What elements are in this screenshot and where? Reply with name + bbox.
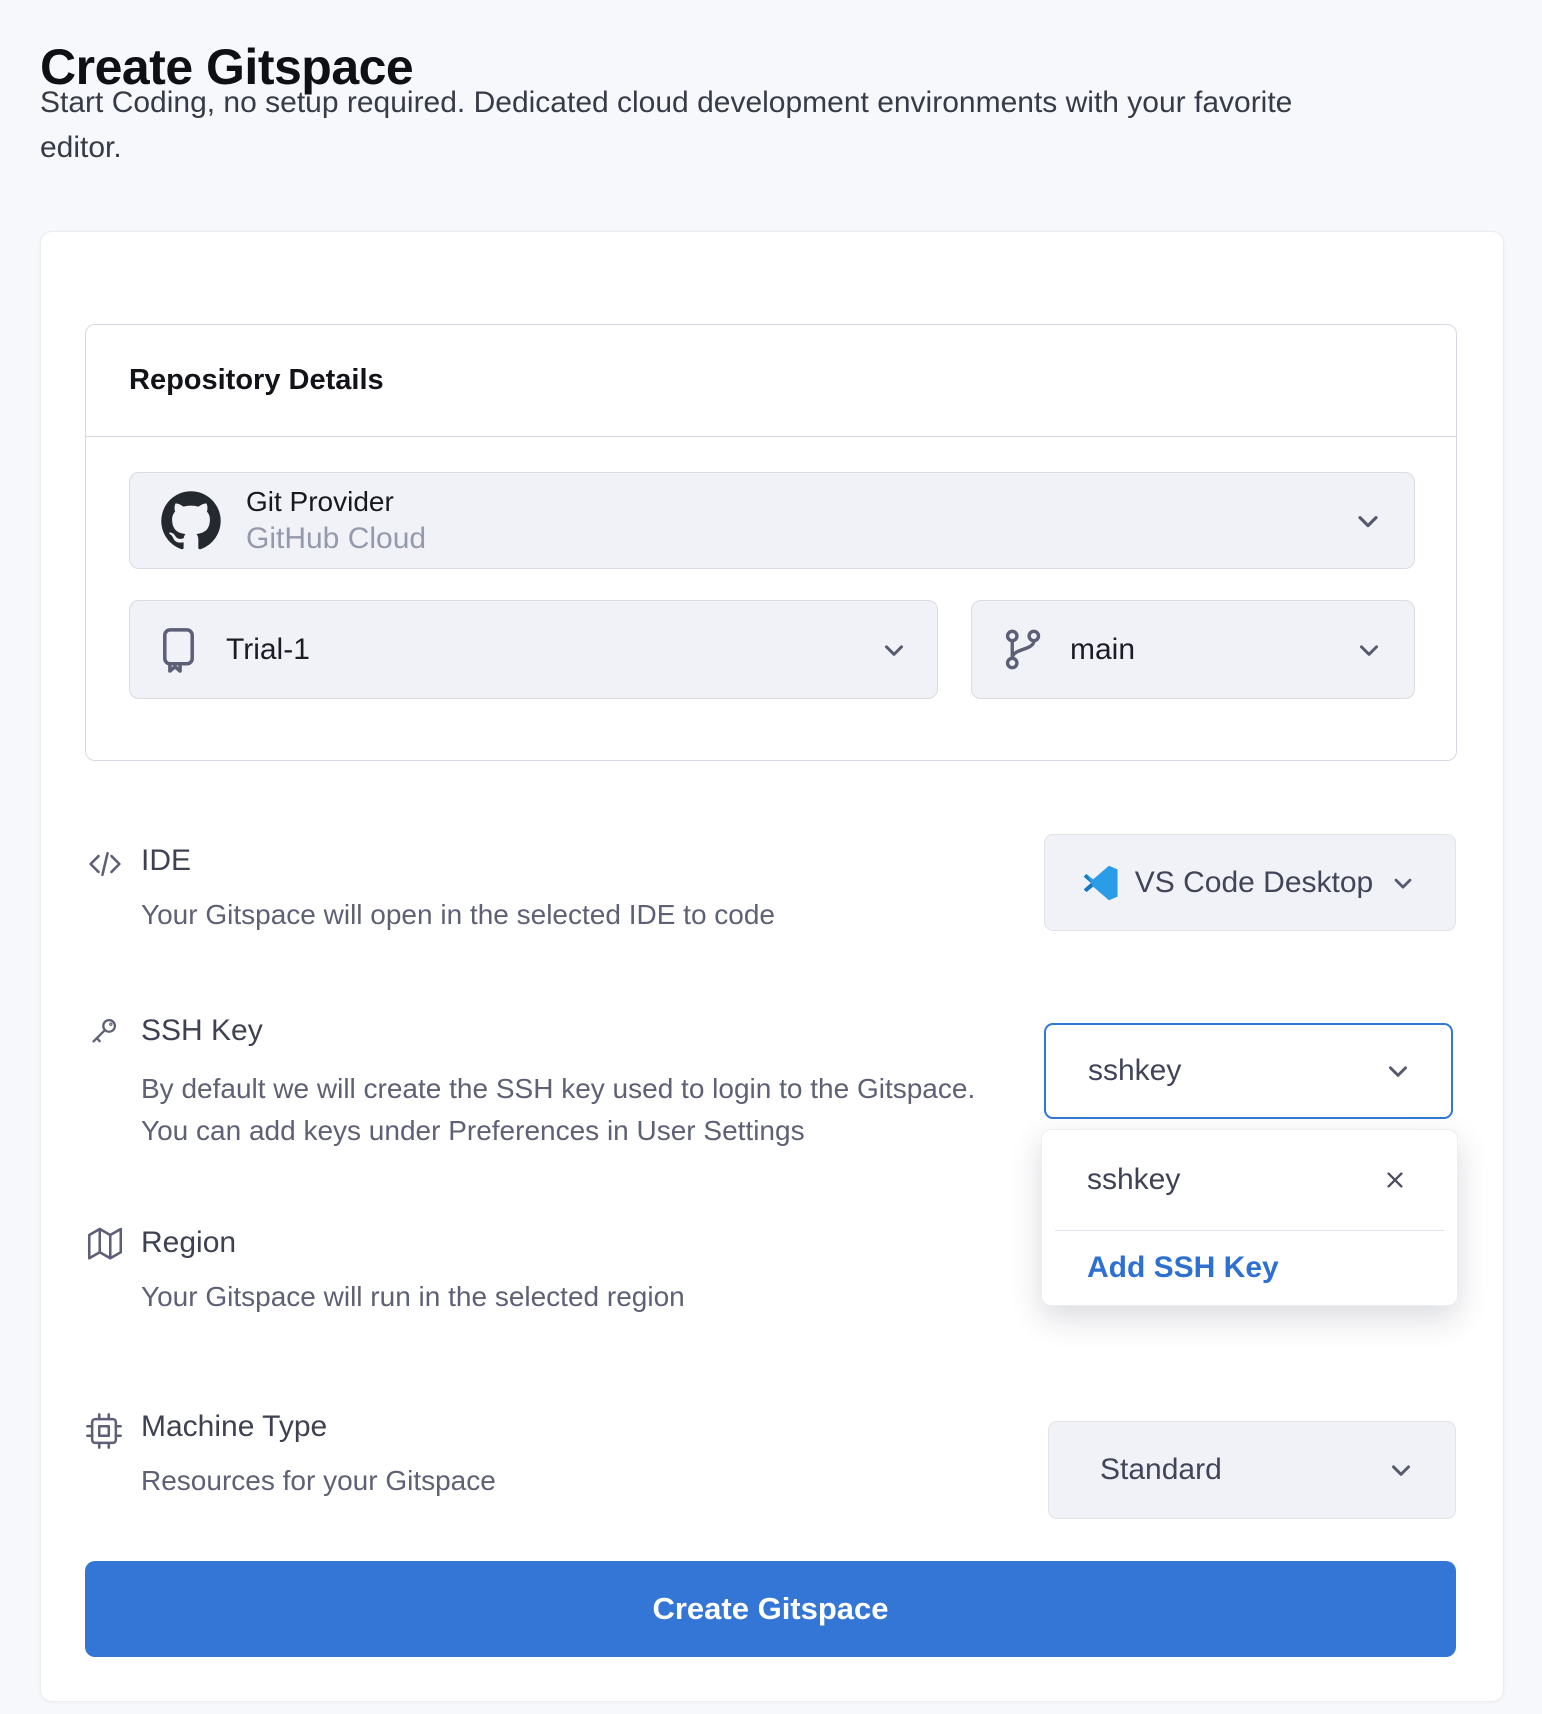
chevron-down-icon <box>1389 869 1417 897</box>
ssh-key-select[interactable] <box>1044 1023 1453 1119</box>
ssh-key-select-value: sshkey <box>1088 1054 1182 1087</box>
repository-value: Trial-1 <box>226 632 310 666</box>
region-section-label: Region <box>141 1226 237 1259</box>
chevron-down-icon <box>1354 635 1384 665</box>
vscode-icon <box>1083 865 1119 901</box>
chevron-down-icon <box>1352 505 1384 537</box>
code-icon <box>87 846 123 882</box>
branch-value: main <box>1070 632 1136 666</box>
machine-type-section-description: Resources for your Gitspace <box>141 1465 496 1496</box>
repository-details-card <box>85 324 1457 761</box>
region-section-description: Your Gitspace will run in the selected region <box>141 1281 685 1312</box>
ide-select[interactable] <box>1044 834 1456 931</box>
machine-type-section-label: Machine Type <box>141 1410 328 1443</box>
git-branch-icon <box>1001 627 1046 672</box>
ssh-key-section-label: SSH Key <box>141 1014 263 1047</box>
repository-select[interactable] <box>129 600 938 699</box>
repository-details-header <box>86 325 1456 437</box>
page-title: Create Gitspace <box>40 38 414 95</box>
close-icon[interactable] <box>1381 1166 1409 1194</box>
page-subtitle: Start Coding, no setup required. Dedicated cloud development environments with your favorite editor. <box>40 86 1293 164</box>
cpu-icon <box>85 1412 123 1450</box>
chevron-down-icon <box>879 635 909 665</box>
ide-section-label: IDE <box>141 844 192 877</box>
chevron-down-icon <box>1383 1056 1413 1086</box>
ssh-key-option-label: sshkey <box>1087 1163 1181 1196</box>
github-icon <box>160 490 222 552</box>
book-icon <box>155 625 202 674</box>
create-gitspace-button[interactable]: Create Gitspace <box>85 1561 1456 1657</box>
machine-type-select-value: Standard <box>1100 1453 1222 1486</box>
ssh-key-dropdown <box>1041 1129 1458 1306</box>
ssh-key-option[interactable] <box>1042 1130 1457 1230</box>
branch-select[interactable] <box>971 600 1415 699</box>
create-gitspace-card <box>40 231 1504 1702</box>
ide-select-value: VS Code Desktop <box>1134 865 1374 899</box>
key-icon <box>87 1014 121 1048</box>
git-provider-texts <box>246 485 1352 557</box>
map-icon <box>87 1226 123 1262</box>
git-provider-label: Git Provider <box>246 485 394 517</box>
add-ssh-key-link[interactable]: Add SSH Key <box>1087 1251 1279 1284</box>
ssh-key-section-description: By default we will create the SSH key used to login to the Gitspace. You can add keys under Preferences in User Settings <box>141 1073 976 1146</box>
repository-details-title: Repository Details <box>129 364 384 396</box>
machine-type-select[interactable] <box>1048 1421 1456 1519</box>
ide-section-description: Your Gitspace will open in the selected IDE to code <box>141 899 776 930</box>
git-provider-select[interactable] <box>129 472 1415 569</box>
chevron-down-icon <box>1386 1455 1416 1485</box>
git-provider-value: GitHub Cloud <box>246 521 427 555</box>
